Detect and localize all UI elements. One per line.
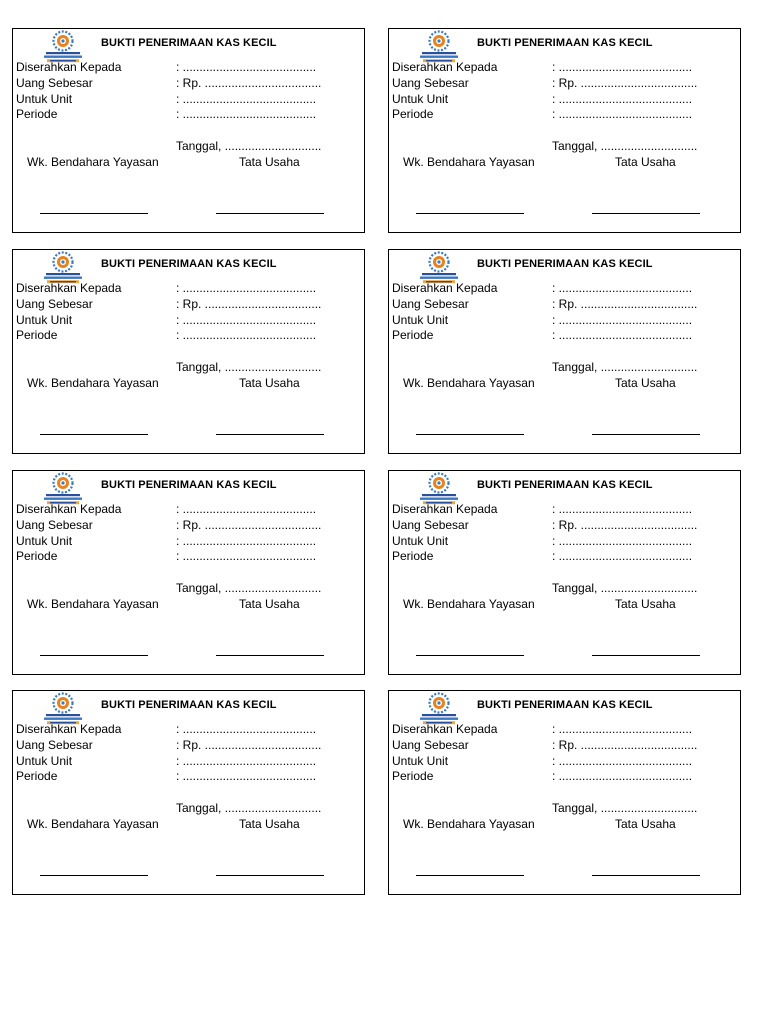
- field-label-amount: Uang Sebesar: [392, 76, 469, 90]
- field-value-amount: : Rp. ...................................: [552, 738, 698, 752]
- field-label-recipient: Diserahkan Kepada: [16, 281, 122, 295]
- field-label-period: Periode: [392, 107, 434, 121]
- field-value-recipient: : ........................................: [552, 502, 693, 516]
- field-value-amount: : Rp. ...................................: [176, 518, 322, 532]
- field-label-amount: Uang Sebesar: [392, 738, 469, 752]
- field-value-period: : ........................................: [176, 328, 317, 342]
- receipt-card: [12, 249, 365, 454]
- signature-line-treasurer: [416, 875, 524, 876]
- receipt-title: BUKTI PENERIMAAN KAS KECIL: [101, 479, 277, 491]
- signature-line-treasurer: [416, 213, 524, 214]
- signer-treasurer-label: Wk. Bendahara Yayasan: [403, 597, 535, 611]
- receipt-card: [12, 470, 365, 675]
- field-value-recipient: : ........................................: [176, 502, 317, 516]
- gear-emblem-icon: [54, 253, 73, 272]
- field-label-unit: Untuk Unit: [16, 92, 73, 106]
- field-value-unit: : ........................................: [552, 534, 693, 548]
- gear-emblem-icon: [54, 32, 73, 51]
- field-value-period: : ........................................: [552, 769, 693, 783]
- signature-line-admin: [216, 875, 324, 876]
- signer-admin-label: Tata Usaha: [615, 155, 676, 169]
- receipt-card: [388, 470, 741, 675]
- field-label-unit: Untuk Unit: [16, 534, 73, 548]
- receipt-title: BUKTI PENERIMAAN KAS KECIL: [477, 37, 653, 49]
- field-value-period: : ........................................: [176, 769, 317, 783]
- signature-line-admin: [216, 655, 324, 656]
- field-label-unit: Untuk Unit: [392, 313, 449, 327]
- field-value-recipient: : ........................................: [176, 722, 317, 736]
- field-label-unit: Untuk Unit: [16, 754, 73, 768]
- field-value-period: : ........................................: [176, 549, 317, 563]
- field-label-unit: Untuk Unit: [392, 534, 449, 548]
- field-label-period: Periode: [16, 549, 58, 563]
- field-label-recipient: Diserahkan Kepada: [392, 60, 498, 74]
- foundation-logo-icon: [40, 692, 86, 726]
- foundation-logo-icon: [416, 472, 462, 506]
- field-value-amount: : Rp. ...................................: [552, 76, 698, 90]
- receipt-title: BUKTI PENERIMAAN KAS KECIL: [101, 699, 277, 711]
- signer-treasurer-label: Wk. Bendahara Yayasan: [27, 597, 159, 611]
- field-value-amount: : Rp. ...................................: [176, 297, 322, 311]
- gear-emblem-icon: [430, 474, 449, 493]
- field-value-amount: : Rp. ...................................: [176, 738, 322, 752]
- field-label-amount: Uang Sebesar: [16, 297, 93, 311]
- signature-line-admin: [592, 213, 700, 214]
- field-value-recipient: : ........................................: [552, 60, 693, 74]
- signature-line-admin: [592, 655, 700, 656]
- field-label-period: Periode: [392, 769, 434, 783]
- signer-treasurer-label: Wk. Bendahara Yayasan: [27, 155, 159, 169]
- date-line: Tanggal, .............................: [552, 801, 698, 815]
- receipt-card: [388, 28, 741, 233]
- receipt-card: [12, 28, 365, 233]
- field-label-period: Periode: [392, 328, 434, 342]
- signer-admin-label: Tata Usaha: [239, 817, 300, 831]
- field-label-recipient: Diserahkan Kepada: [392, 281, 498, 295]
- field-label-unit: Untuk Unit: [16, 313, 73, 327]
- signer-admin-label: Tata Usaha: [239, 376, 300, 390]
- date-line: Tanggal, .............................: [552, 581, 698, 595]
- field-label-unit: Untuk Unit: [392, 754, 449, 768]
- receipt-card: [388, 690, 741, 895]
- field-value-unit: : ........................................: [176, 92, 317, 106]
- foundation-logo-icon: [40, 30, 86, 64]
- receipt-title: BUKTI PENERIMAAN KAS KECIL: [101, 37, 277, 49]
- receipt-title: BUKTI PENERIMAAN KAS KECIL: [477, 479, 653, 491]
- date-line: Tanggal, .............................: [176, 801, 322, 815]
- signature-line-admin: [216, 434, 324, 435]
- date-line: Tanggal, .............................: [552, 139, 698, 153]
- field-value-recipient: : ........................................: [552, 722, 693, 736]
- field-label-period: Periode: [392, 549, 434, 563]
- field-label-recipient: Diserahkan Kepada: [16, 60, 122, 74]
- field-label-period: Periode: [16, 107, 58, 121]
- receipt-card: [388, 249, 741, 454]
- receipt-title: BUKTI PENERIMAAN KAS KECIL: [101, 258, 277, 270]
- receipt-title: BUKTI PENERIMAAN KAS KECIL: [477, 258, 653, 270]
- signature-line-treasurer: [416, 434, 524, 435]
- field-value-unit: : ........................................: [176, 313, 317, 327]
- signer-treasurer-label: Wk. Bendahara Yayasan: [27, 817, 159, 831]
- field-label-amount: Uang Sebesar: [16, 76, 93, 90]
- gear-emblem-icon: [430, 694, 449, 713]
- signer-admin-label: Tata Usaha: [615, 817, 676, 831]
- field-label-recipient: Diserahkan Kepada: [16, 722, 122, 736]
- signature-line-admin: [216, 213, 324, 214]
- field-value-period: : ........................................: [176, 107, 317, 121]
- field-label-amount: Uang Sebesar: [392, 297, 469, 311]
- foundation-logo-icon: [40, 472, 86, 506]
- field-value-unit: : ........................................: [552, 313, 693, 327]
- field-value-period: : ........................................: [552, 328, 693, 342]
- gear-emblem-icon: [430, 32, 449, 51]
- field-value-amount: : Rp. ...................................: [176, 76, 322, 90]
- field-value-amount: : Rp. ...................................: [552, 297, 698, 311]
- field-value-unit: : ........................................: [552, 754, 693, 768]
- signature-line-treasurer: [40, 655, 148, 656]
- field-label-amount: Uang Sebesar: [16, 518, 93, 532]
- signature-line-treasurer: [40, 434, 148, 435]
- signer-treasurer-label: Wk. Bendahara Yayasan: [403, 376, 535, 390]
- field-value-recipient: : ........................................: [552, 281, 693, 295]
- signature-line-admin: [592, 875, 700, 876]
- field-value-amount: : Rp. ...................................: [552, 518, 698, 532]
- gear-emblem-icon: [54, 474, 73, 493]
- signer-admin-label: Tata Usaha: [239, 597, 300, 611]
- signature-line-treasurer: [40, 213, 148, 214]
- receipt-title: BUKTI PENERIMAAN KAS KECIL: [477, 699, 653, 711]
- date-line: Tanggal, .............................: [552, 360, 698, 374]
- foundation-logo-icon: [416, 692, 462, 726]
- field-value-unit: : ........................................: [176, 754, 317, 768]
- signature-line-treasurer: [416, 655, 524, 656]
- field-value-recipient: : ........................................: [176, 281, 317, 295]
- foundation-logo-icon: [416, 30, 462, 64]
- field-label-unit: Untuk Unit: [392, 92, 449, 106]
- date-line: Tanggal, .............................: [176, 139, 322, 153]
- signer-admin-label: Tata Usaha: [615, 376, 676, 390]
- signer-admin-label: Tata Usaha: [615, 597, 676, 611]
- foundation-logo-icon: [40, 251, 86, 285]
- signer-treasurer-label: Wk. Bendahara Yayasan: [403, 155, 535, 169]
- date-line: Tanggal, .............................: [176, 581, 322, 595]
- field-label-period: Periode: [16, 769, 58, 783]
- signature-line-treasurer: [40, 875, 148, 876]
- field-value-recipient: : ........................................: [176, 60, 317, 74]
- field-label-recipient: Diserahkan Kepada: [16, 502, 122, 516]
- field-value-unit: : ........................................: [176, 534, 317, 548]
- field-label-recipient: Diserahkan Kepada: [392, 502, 498, 516]
- signature-line-admin: [592, 434, 700, 435]
- signer-treasurer-label: Wk. Bendahara Yayasan: [403, 817, 535, 831]
- signer-treasurer-label: Wk. Bendahara Yayasan: [27, 376, 159, 390]
- receipt-card: [12, 690, 365, 895]
- field-label-recipient: Diserahkan Kepada: [392, 722, 498, 736]
- field-label-period: Periode: [16, 328, 58, 342]
- date-line: Tanggal, .............................: [176, 360, 322, 374]
- foundation-logo-icon: [416, 251, 462, 285]
- gear-emblem-icon: [430, 253, 449, 272]
- field-label-amount: Uang Sebesar: [392, 518, 469, 532]
- field-value-unit: : ........................................: [552, 92, 693, 106]
- field-value-period: : ........................................: [552, 107, 693, 121]
- gear-emblem-icon: [54, 694, 73, 713]
- field-value-period: : ........................................: [552, 549, 693, 563]
- signer-admin-label: Tata Usaha: [239, 155, 300, 169]
- field-label-amount: Uang Sebesar: [16, 738, 93, 752]
